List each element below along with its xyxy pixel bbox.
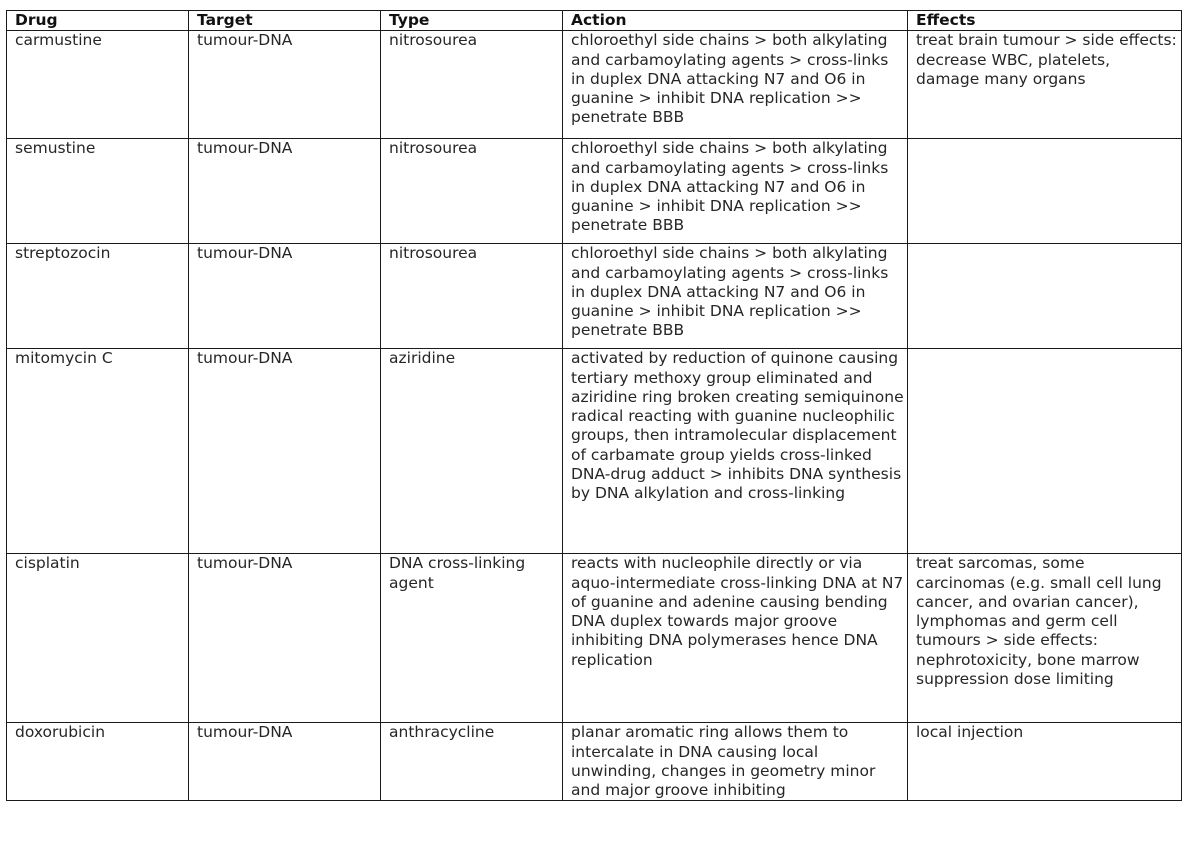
target-cell: tumour-DNA xyxy=(189,554,381,723)
action-cell: chloroethyl side chains > both alkylating and carbamoylating agents > cross-links in duplex DNA attacking N7 and O6 in guanine > inhibit DNA replication >> penetrate BBB xyxy=(563,244,908,349)
type-cell: anthracycline xyxy=(381,723,563,801)
table-row xyxy=(7,244,1182,349)
type-cell: aziridine xyxy=(381,349,563,554)
type-cell: DNA cross-linking agent xyxy=(381,554,563,723)
effects-cell xyxy=(908,139,1182,244)
target-cell: tumour-DNA xyxy=(189,31,381,139)
table-header-row xyxy=(7,11,1182,31)
column-header-target: Target xyxy=(189,11,381,31)
table-row xyxy=(7,723,1182,801)
drug-cell: streptozocin xyxy=(7,244,189,349)
type-cell: nitrosourea xyxy=(381,31,563,139)
target-cell: tumour-DNA xyxy=(189,139,381,244)
table-row xyxy=(7,554,1182,723)
action-cell: chloroethyl side chains > both alkylating and carbamoylating agents > cross-links in duplex DNA attacking N7 and O6 in guanine > inhibit DNA replication >> penetrate BBB xyxy=(563,139,908,244)
effects-cell: local injection xyxy=(908,723,1182,801)
table-row xyxy=(7,349,1182,554)
action-cell: reacts with nucleophile directly or via aquo-intermediate cross-linking DNA at N7 of guanine and adenine causing bending DNA duplex towards major groove inhibiting DNA polymerases hence DNA replication xyxy=(563,554,908,723)
target-cell: tumour-DNA xyxy=(189,349,381,554)
action-cell: chloroethyl side chains > both alkylating and carbamoylating agents > cross-links in duplex DNA attacking N7 and O6 in guanine > inhibit DNA replication >> penetrate BBB xyxy=(563,31,908,139)
effects-cell: treat sarcomas, some carcinomas (e.g. small cell lung cancer, and ovarian cancer), lymphomas and germ cell tumours > side effects: nephrotoxicity, bone marrow suppression dose limiting xyxy=(908,554,1182,723)
column-header-type: Type xyxy=(381,11,563,31)
drug-cell: semustine xyxy=(7,139,189,244)
action-cell: activated by reduction of quinone causing tertiary methoxy group eliminated and aziridine ring broken creating semiquinone radical reacting with guanine nucleophilic groups, then intramolecular displacement of carbamate group yields cross-linked DNA-drug adduct > inhibits DNA synthesis by DNA alkylation and cross-linking xyxy=(563,349,908,554)
drug-cell: carmustine xyxy=(7,31,189,139)
drug-cell: cisplatin xyxy=(7,554,189,723)
effects-cell xyxy=(908,349,1182,554)
target-cell: tumour-DNA xyxy=(189,723,381,801)
effects-cell: treat brain tumour > side effects: decrease WBC, platelets, damage many organs xyxy=(908,31,1182,139)
action-cell: planar aromatic ring allows them to intercalate in DNA causing local unwinding, changes in geometry minor and major groove inhibiting xyxy=(563,723,908,801)
table-row xyxy=(7,139,1182,244)
drug-cell: mitomycin C xyxy=(7,349,189,554)
column-header-action: Action xyxy=(563,11,908,31)
effects-cell xyxy=(908,244,1182,349)
table-row xyxy=(7,31,1182,139)
type-cell: nitrosourea xyxy=(381,139,563,244)
column-header-drug: Drug xyxy=(7,11,189,31)
drug-cell: doxorubicin xyxy=(7,723,189,801)
drug-table xyxy=(6,10,1182,801)
column-header-effects: Effects xyxy=(908,11,1182,31)
type-cell: nitrosourea xyxy=(381,244,563,349)
target-cell: tumour-DNA xyxy=(189,244,381,349)
